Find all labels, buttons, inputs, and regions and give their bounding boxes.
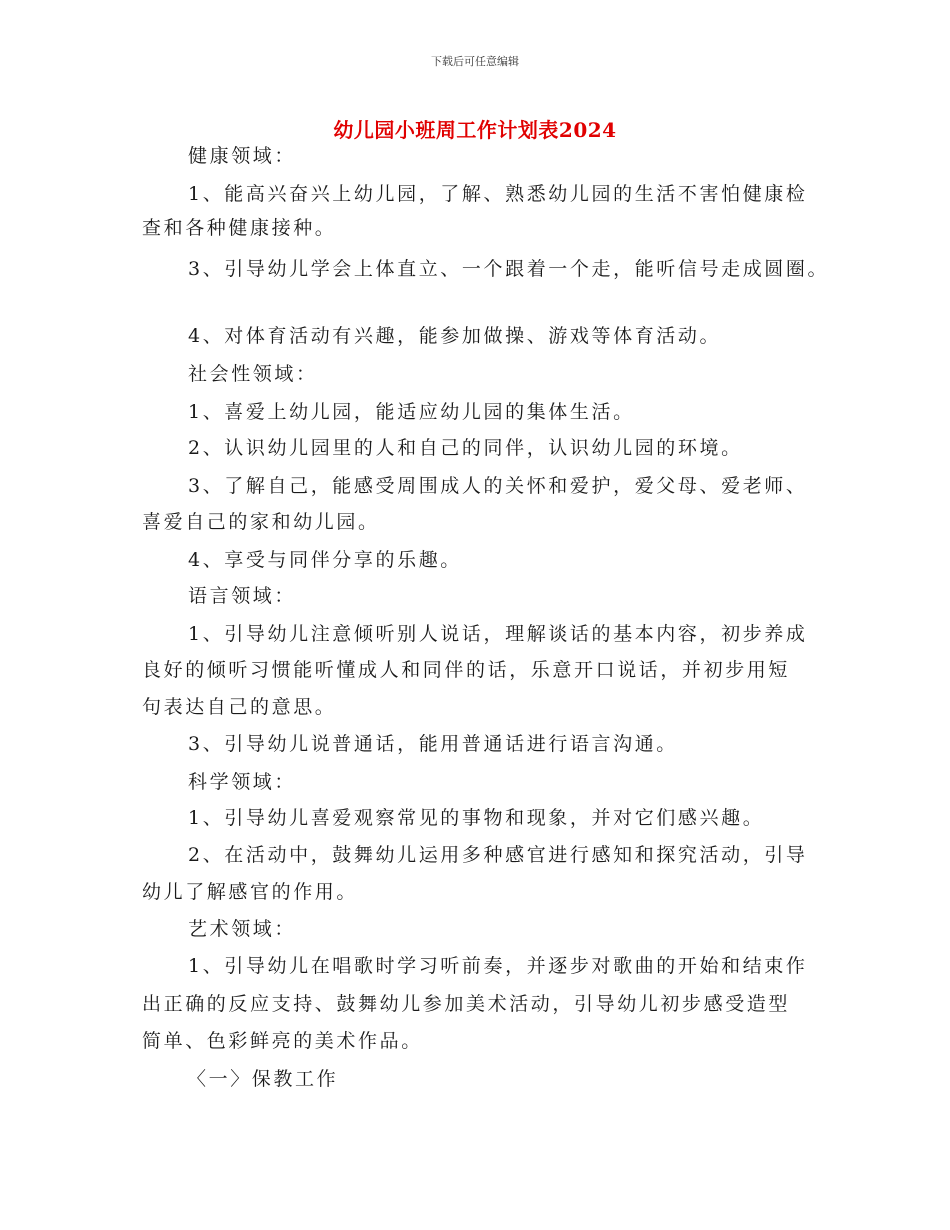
paragraph-line: 3、了解自己，能感受周围成人的关怀和爱护，爱父母、爱老师、 bbox=[188, 475, 808, 497]
paragraph-line: 3、引导幼儿说普通话，能用普通话进行语言沟通。 bbox=[188, 733, 678, 755]
paragraph-line: 3、引导幼儿学会上体直立、一个跟着一个走，能听信号走成圆圈。 bbox=[188, 258, 830, 280]
paragraph-line: 2、认识幼儿园里的人和自己的同伴，认识幼儿园的环境。 bbox=[188, 437, 743, 459]
paragraph-line: 喜爱自己的家和幼儿园。 bbox=[142, 511, 380, 533]
header-note: 下载后可任意编辑 bbox=[431, 55, 519, 68]
paragraph-line: 1、喜爱上幼儿园，能适应幼儿园的集体生活。 bbox=[188, 401, 635, 423]
paragraph-line: 句表达自己的意思。 bbox=[142, 696, 337, 718]
document-title: 幼儿园小班周工作计划表2024 bbox=[333, 118, 617, 142]
paragraph-line: 1、能高兴奋兴上幼儿园，了解、熟悉幼儿园的生活不害怕健康检 bbox=[188, 183, 808, 205]
subsection-heading: 〈一〉保教工作 bbox=[187, 1068, 339, 1090]
paragraph-line: 4、享受与同伴分享的乐趣。 bbox=[188, 549, 462, 571]
paragraph-line: 良好的倾听习惯能听懂成人和同伴的话，乐意开口说话，并初步用短 bbox=[142, 659, 791, 681]
section-heading-health: 健康领域： bbox=[188, 145, 297, 167]
section-heading-science: 科学领域： bbox=[188, 771, 297, 793]
paragraph-line: 幼儿了解感官的作用。 bbox=[142, 881, 359, 903]
section-heading-language: 语言领域： bbox=[188, 585, 297, 607]
section-heading-social: 社会性领域： bbox=[188, 363, 318, 385]
section-heading-art: 艺术领域： bbox=[188, 918, 297, 940]
paragraph-line: 查和各种健康接种。 bbox=[142, 217, 337, 239]
paragraph-line: 1、引导幼儿注意倾听别人说话，理解谈话的基本内容，初步养成 bbox=[188, 623, 808, 645]
paragraph-line: 简单、色彩鲜亮的美术作品。 bbox=[142, 1030, 423, 1052]
paragraph-line: 1、引导幼儿喜爱观察常见的事物和现象，并对它们感兴趣。 bbox=[188, 807, 765, 829]
paragraph-line: 出正确的反应支持、鼓舞幼儿参加美术活动，引导幼儿初步感受造型 bbox=[142, 993, 791, 1015]
paragraph-line: 4、对体育活动有兴趣，能参加做操、游戏等体育活动。 bbox=[188, 325, 722, 347]
paragraph-line: 2、在活动中，鼓舞幼儿运用多种感官进行感知和探究活动，引导 bbox=[188, 844, 808, 866]
paragraph-line: 1、引导幼儿在唱歌时学习听前奏，并逐步对歌曲的开始和结束作 bbox=[188, 955, 808, 977]
